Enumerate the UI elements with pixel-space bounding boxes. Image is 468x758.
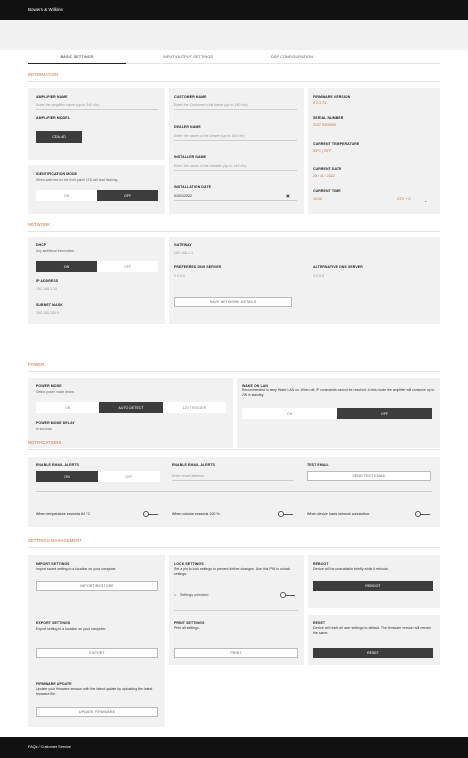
- tab-bar: [28, 50, 440, 64]
- current-date-value: 25 / 11 / 2022: [313, 174, 335, 178]
- header-band: [0, 20, 468, 50]
- ident-mode-desc: When switched on the front panel LED will start flashing.: [36, 178, 119, 182]
- temperature-alert-label: When temperature exceeds 84 °C: [36, 512, 91, 516]
- section-title-power: POWER: [28, 362, 45, 367]
- power-12v-trigger-option[interactable]: 12V TRIGGER: [163, 402, 226, 413]
- amp-name-label: AMPLIFIER NAME: [36, 95, 68, 99]
- export-settings-label: EXPORT SETTINGS: [36, 621, 71, 625]
- installer-name-input[interactable]: Enter the name of the Installer (up to 140 chr): [174, 164, 297, 171]
- firmware-update-desc: Update your firmware session with the latest update by uploading the latest firmware file.: [36, 687, 153, 696]
- wol-on-option[interactable]: ON: [242, 408, 337, 419]
- reboot-button[interactable]: REBOOT: [313, 581, 433, 591]
- save-network-button[interactable]: SAVE NETWORK DETAILS: [174, 297, 292, 307]
- ident-off-option[interactable]: OFF: [97, 190, 158, 201]
- notifications-divider: [36, 491, 432, 492]
- reboot-label: REBOOT: [313, 562, 329, 566]
- email-address-input[interactable]: Enter email address: [172, 474, 294, 481]
- current-time-label: CURRENT TIME: [313, 189, 341, 193]
- firmware-version-label: FIRMWARE VERSION: [313, 95, 351, 99]
- volume-alert-label: When volume exceeds 100 %: [172, 512, 220, 516]
- section-divider: [28, 81, 440, 82]
- subnet-mask-value[interactable]: 255.255.255.0: [36, 311, 59, 315]
- send-test-email-button[interactable]: SEND TEST EMAIL: [307, 471, 431, 481]
- firmware-update-label: FIRMWARE UPDATE: [36, 682, 72, 686]
- preferred-dns-label: PREFERRED DNS SERVER: [174, 265, 222, 269]
- lock-print-divider: [174, 610, 298, 611]
- power-auto-detect-option[interactable]: AUTO DETECT: [99, 402, 162, 413]
- ip-address-value[interactable]: 192.168.1.10: [36, 287, 57, 291]
- reset-button[interactable]: RESET: [313, 648, 433, 658]
- power-mode-panel-frame: [28, 378, 233, 434]
- alternative-dns-value[interactable]: 0.0.0.0: [313, 274, 324, 278]
- section-title-notifications: NOTIFICATIONS: [28, 440, 62, 445]
- dhcp-label: DHCP: [36, 243, 47, 247]
- email-address-label: ENABLE EMAIL ALERTS: [172, 463, 215, 467]
- wake-on-lan-label: WAKE ON LAN: [242, 384, 268, 388]
- section-divider: [28, 449, 440, 450]
- print-button[interactable]: PRINT: [174, 648, 298, 658]
- network-alert-toggle[interactable]: [415, 511, 430, 517]
- lock-status-label: Settings unlocked: [180, 593, 209, 597]
- dhcp-on-option[interactable]: ON: [36, 261, 97, 272]
- utc-offset-select[interactable]: UTC + 0: [397, 197, 411, 201]
- toggle-knob: [143, 511, 149, 517]
- alerts-on-option[interactable]: ON: [36, 471, 98, 482]
- gateway-label: GATEWAY: [174, 243, 192, 247]
- section-title-information: INFORMATION: [28, 72, 59, 77]
- tab-basic-settings[interactable]: BASIC SETTINGS: [28, 50, 126, 64]
- volume-alert-toggle[interactable]: [278, 511, 293, 517]
- wake-on-lan-toggle: [242, 408, 432, 419]
- power-on-option[interactable]: ON: [36, 402, 99, 413]
- section-title-network: NETWORK: [28, 222, 51, 227]
- import-restore-button[interactable]: IMPORT/RESTORE: [36, 581, 158, 591]
- lock-settings-desc: Set a pin to lock settings to prevent further changes. Use this PIN to unlock settings.: [174, 567, 291, 576]
- tab-input-output-settings[interactable]: INPUT/OUTPUT SETTINGS: [162, 55, 214, 59]
- lock-settings-toggle[interactable]: [280, 592, 295, 598]
- brand-logo: Bowers & Wilkins: [28, 7, 63, 12]
- install-date-input[interactable]: 01/01/2022: [174, 194, 297, 201]
- dealer-name-input[interactable]: Enter the name of the Dealer (up to 140 chr): [174, 134, 297, 141]
- ip-address-label: IP ADDRESS: [36, 279, 59, 283]
- lock-settings-label: LOCK SETTINGS: [174, 562, 204, 566]
- chevron-down-icon[interactable]: ⌄: [424, 198, 428, 203]
- current-date-label: CURRENT DATE: [313, 167, 342, 171]
- top-bar: [0, 0, 468, 20]
- toggle-knob: [415, 511, 421, 517]
- email-alerts-toggle: [36, 471, 160, 482]
- reset-label: RESET: [313, 621, 326, 625]
- dns-panel: [169, 237, 440, 324]
- calendar-icon[interactable]: ▣: [286, 193, 290, 198]
- power-delay-label: POWER MODE DELAY: [36, 421, 75, 425]
- subnet-mask-label: SUBNET MASK: [36, 303, 63, 307]
- wol-off-option[interactable]: OFF: [337, 408, 432, 419]
- dhcp-toggle: [36, 261, 158, 272]
- amp-name-input[interactable]: Enter the amplifier name (up to 140 chr): [36, 103, 158, 110]
- serial-number-label: SERIAL NUMBER: [313, 116, 344, 120]
- notifications-panel: [28, 457, 440, 527]
- reset-desc: Device will reset all user settings to default. The firmware version will remain the same.: [313, 626, 432, 635]
- preferred-dns-value[interactable]: 0.0.0.0: [174, 274, 185, 278]
- footer-links[interactable]: FAQs / Customer Service: [28, 745, 71, 749]
- network-alert-label: When device loses network connection.: [307, 512, 371, 516]
- customer-name-input[interactable]: Enter the Customer's full name (up to 140 chr): [174, 103, 297, 110]
- temperature-alert-toggle[interactable]: [143, 511, 158, 517]
- firmware-version-value: 0.0.3.73: [313, 101, 326, 105]
- reboot-desc: Device will be unavailable briefly while it reboots.: [313, 567, 389, 571]
- dealer-name-label: DEALER NAME: [174, 125, 201, 129]
- print-settings-label: PRINT SETTINGS: [174, 621, 205, 625]
- toggle-knob: [278, 511, 284, 517]
- installer-name-label: INSTALLER NAME: [174, 155, 207, 159]
- import-settings-label: IMPORT SETTINGS: [36, 562, 70, 566]
- section-divider: [28, 231, 440, 232]
- install-date-label: INSTALLATION DATE: [174, 185, 212, 189]
- amp-model-label: AMPLIFIER MODEL: [36, 116, 70, 120]
- alerts-off-option[interactable]: OFF: [98, 471, 160, 482]
- current-temp-label: CURRENT TEMPERATURE: [313, 142, 360, 146]
- export-settings-desc: Export setting to a location on your computer.: [36, 627, 107, 631]
- toggle-knob: [280, 592, 286, 598]
- enable-alerts-label: ENABLE EMAIL ALERTS: [36, 463, 79, 467]
- lock-icon: ○: [174, 593, 177, 597]
- serial-number-value: 2237 0300009: [313, 123, 336, 127]
- section-title-settings-management: SETTINGS MANAGEMENT: [28, 538, 83, 543]
- footer: [0, 737, 468, 758]
- alternative-dns-label: ALTERNATIVE DNS SERVER: [313, 265, 363, 269]
- ident-on-option[interactable]: ON: [36, 190, 97, 201]
- print-settings-desc: Print all settings.: [174, 626, 200, 630]
- test-email-label: TEST EMAIL: [307, 463, 329, 467]
- wake-on-lan-desc: Recommended to keep Wake LAN on. When off, IP commands cannot be reached. In this mode the amplifier will consume up to 2W in standby.: [242, 388, 435, 397]
- current-temp-value: 35°C | 95°F: [313, 149, 332, 153]
- export-button[interactable]: EXPORT: [36, 648, 158, 658]
- power-mode-desc: Select power mode below.: [36, 390, 75, 394]
- tab-dsp-configuration[interactable]: DSP CONFIGURATION: [270, 55, 314, 59]
- power-delay-desc: In seconds: [36, 427, 52, 431]
- power-mode-label: POWER MODE: [36, 384, 62, 388]
- current-time-value: 10:08: [313, 197, 322, 201]
- customer-name-label: CUSTOMER NAME: [174, 95, 207, 99]
- amp-model-badge: CDA-4D: [36, 131, 82, 143]
- ident-mode-label: IDENTIFICATION MODE: [36, 172, 78, 176]
- import-settings-desc: Import saved setting to a location on your computer.: [36, 567, 117, 571]
- ident-mode-toggle: [36, 190, 158, 201]
- dhcp-desc: Any additional Information.: [36, 249, 76, 253]
- gateway-value[interactable]: 192.168.1.1: [174, 251, 193, 255]
- update-firmware-button[interactable]: UPDATE FIRMWARE: [36, 707, 158, 717]
- section-divider: [28, 371, 440, 372]
- section-divider: [28, 547, 440, 548]
- dhcp-off-option[interactable]: OFF: [97, 261, 158, 272]
